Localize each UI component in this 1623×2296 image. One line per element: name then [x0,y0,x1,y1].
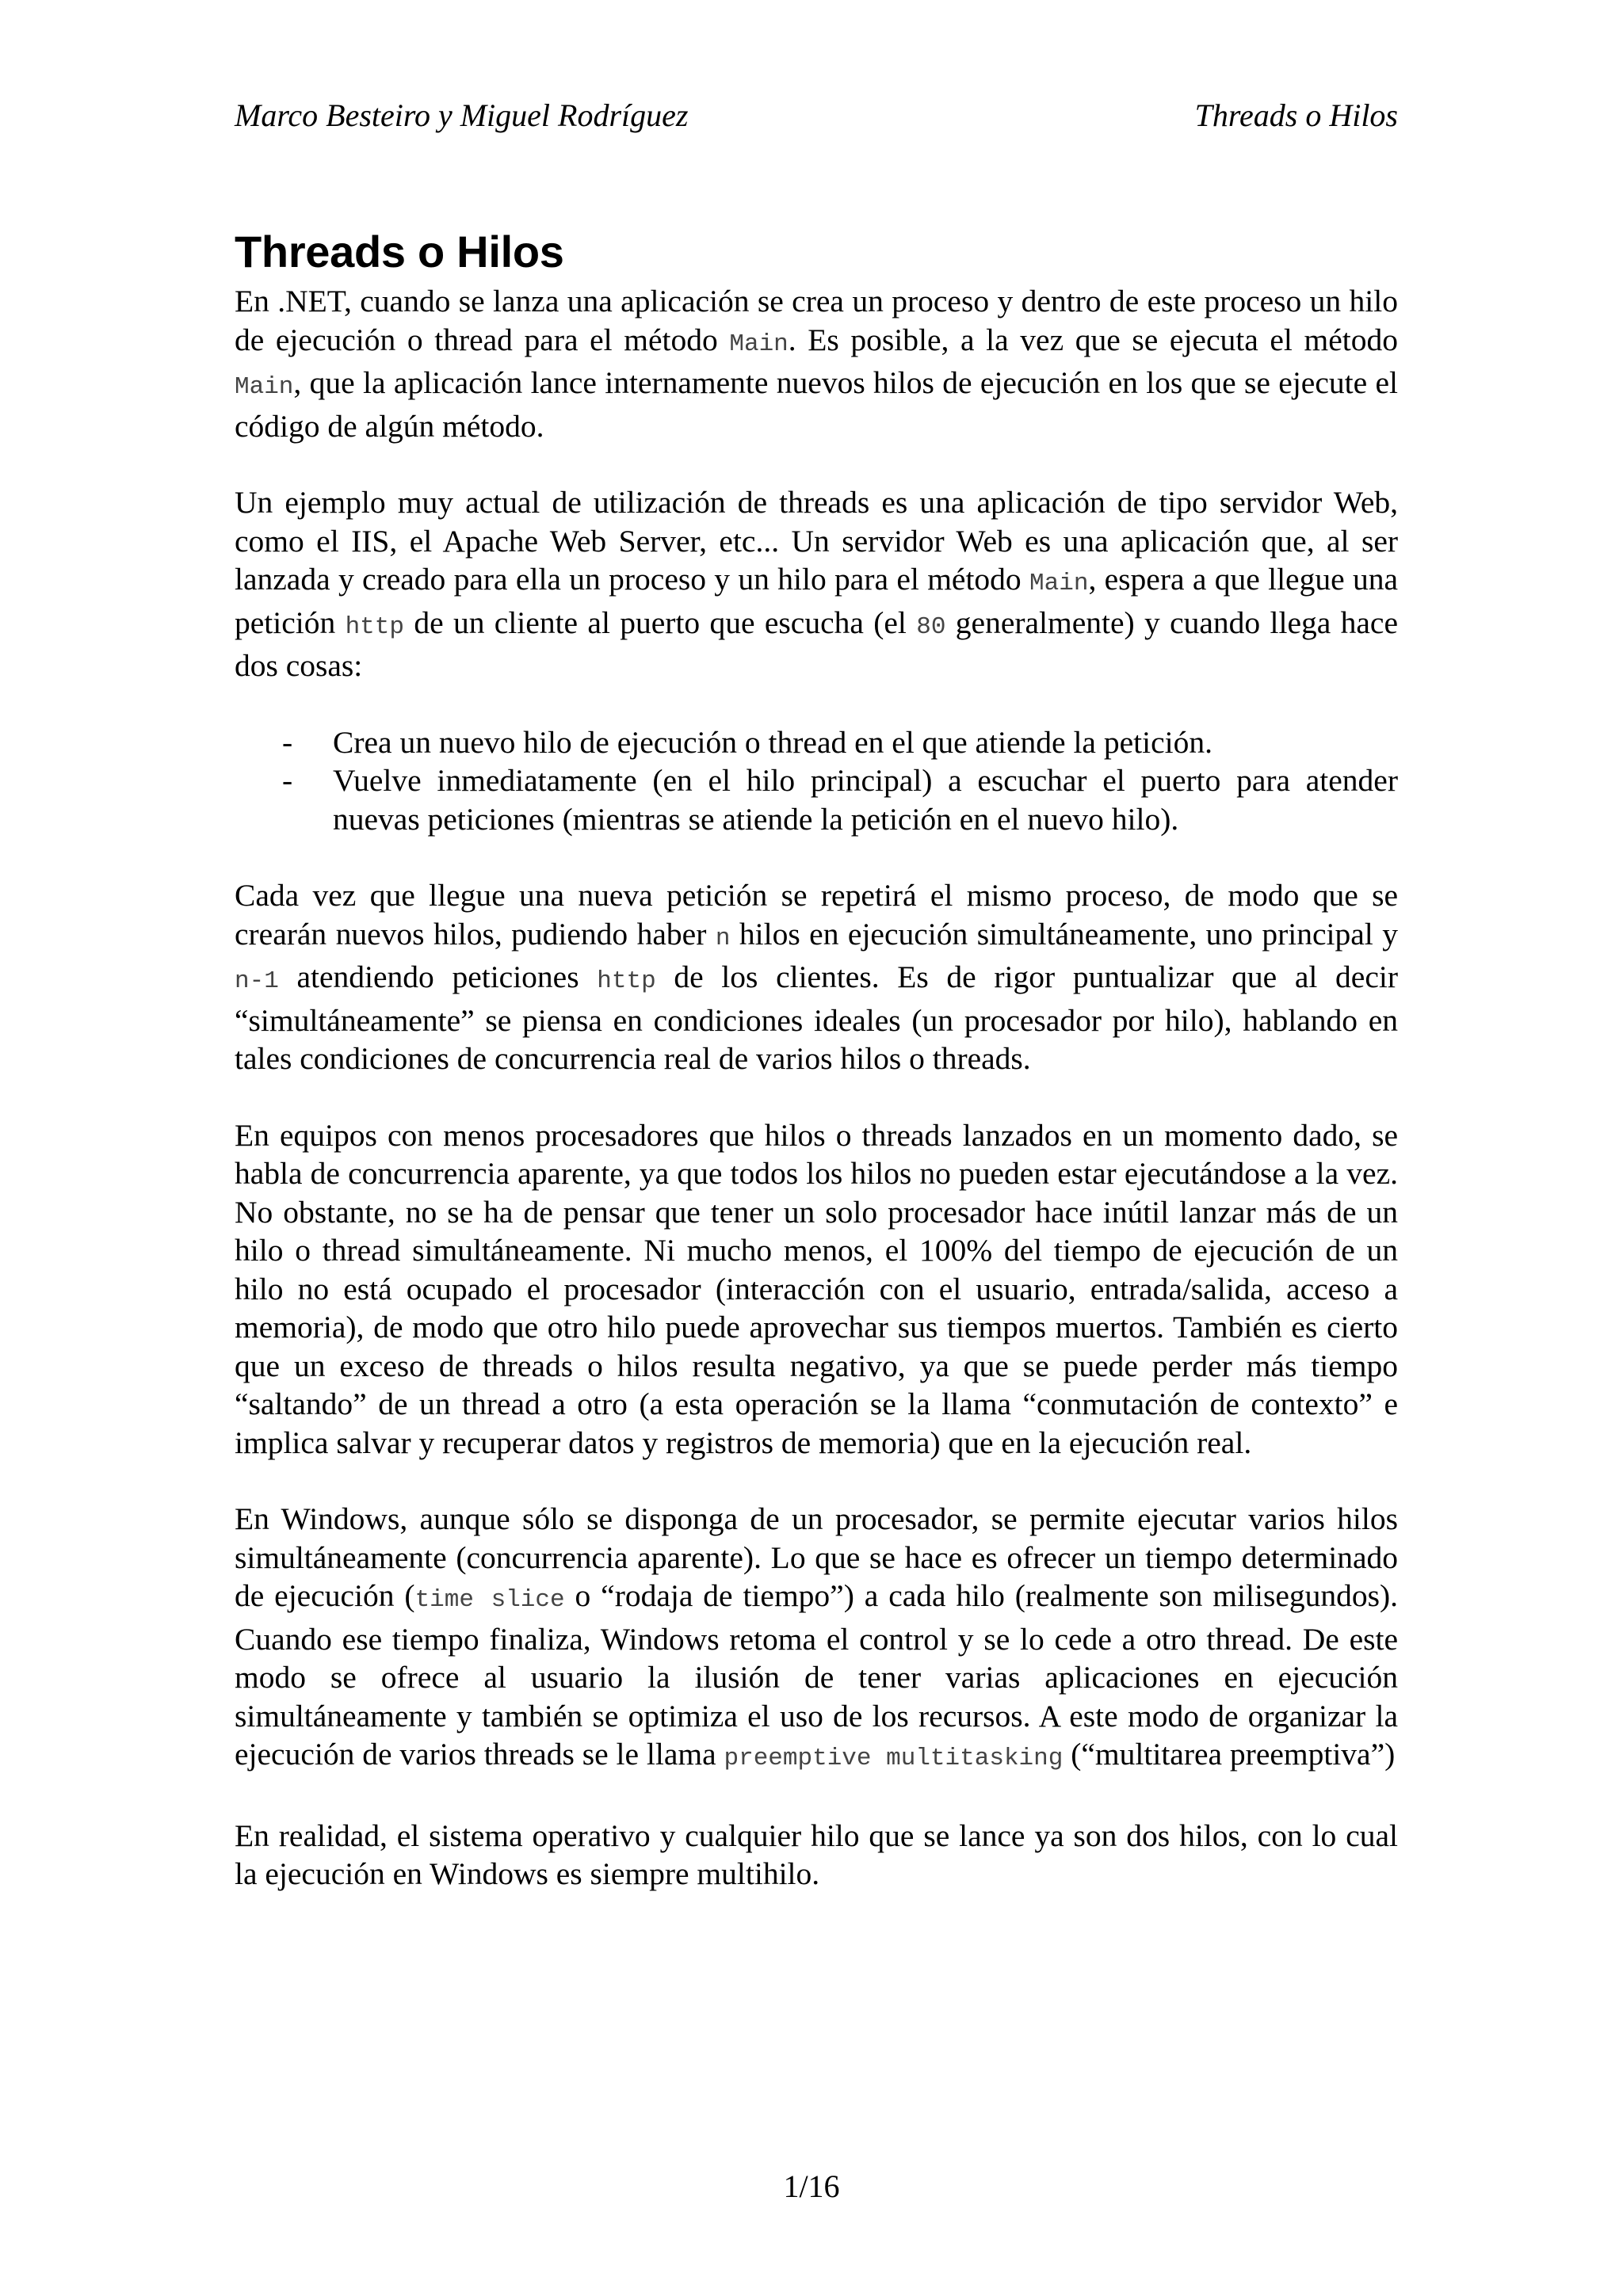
text-run: . Es posible, a la vez que se ejecuta el método [788,322,1398,357]
code-term: time slice [414,1586,565,1614]
page-header [235,97,1398,135]
paragraph-6: En realidad, el sistema operativo y cualquier hilo que se lance ya son dos hilos, con lo cual la ejecución en Windows es siempre multihilo. [235,1817,1398,1891]
list-item-text: Crea un nuevo hilo de ejecución o thread en el que atiende la petición. [333,724,1212,760]
paragraph-1 [235,282,1398,445]
paragraph-2 [235,483,1398,685]
code-term: Main [729,330,789,358]
text-run: Un ejemplo muy actual de utilización de threads es una aplicación de tipo servidor Web, como el IIS, el Apache Web Server, etc... Un servidor Web es una aplicación que, al ser lanzada y creado para ella un proceso y un hilo para el método [235,485,1398,597]
page-number: 1/16 [783,2168,840,2204]
document-body [235,223,1398,1932]
text-run: de un cliente al puerto que escucha (el [404,605,917,640]
paragraph-4: En equipos con menos procesadores que hilos o threads lanzados en un momento dado, se habla de concurrencia aparente, ya que todos los hilos no pueden estar ejecutándose a la vez. No obstante, no se ha de pensar que tener un solo procesador hace inútil lanzar más de un hilo o thread simultáneamente. Ni mucho menos, el 100% del tiempo de ejecución de un hilo no está ocupado el procesador (interacción con el usuario, entrada/salida, acceso a memoria), de modo que otro hilo puede aprovechar sus tiempos muertos. También es cierto que un exceso de threads o hilos resulta negativo, ya que se puede perder más tiempo “saltando” de un thread a otro (a esta operación se la llama “conmutación de contexto” e implica salvar y recuperar datos y registros de memoria) que en la ejecución real. [235,1117,1398,1460]
text-run: o “rodaja de tiempo”) a cada hilo (realmente son milisegundos). Cuando ese tiempo finaliza, Windows retoma el control y se lo cede a otro thread. De este modo se ofrece al usuario la ilusión de tener varias aplicaciones en ejecución simultáneamente y también se optimiza el uso de los recursos. A este modo de organizar la ejecución de varios threads se le llama [235,1578,1399,1772]
text-run: generalmente) y cuando llega hace dos cosas: [235,605,1398,683]
paragraph-3 [235,876,1398,1078]
header-authors: Marco Besteiro y Miguel Rodríguez [235,97,689,133]
text-run: (“multitarea preemptiva”) [1063,1737,1396,1772]
text-run: , que la aplicación lance internamente nuevos hilos de ejecución en los que se ejecute el código de algún método. [235,365,1398,444]
code-term: 80 [916,612,946,641]
text-run: atendiendo peticiones [278,959,598,994]
code-term: Main [1029,570,1089,597]
code-term: preemptive multitasking [724,1745,1064,1772]
text-run: Cada vez que llegue una nueva petición se repetirá el mismo proceso, de modo que se crearán nuevos hilos, pudiendo haber [235,878,1398,952]
list-item-text: Vuelve inmediatamente (en el hilo principal) a escuchar el puerto para atender nuevas peticiones (mientras se atiende la petición en el nuevo hilo). [333,763,1398,837]
text-run: hilos en ejecución simultáneamente, uno principal y [730,916,1398,952]
text-run: de los clientes. Es de rigor puntualizar que al decir “simultáneamente” se piensa en condiciones ideales (un procesador por hilo), hablando en tales condiciones de concurrencia real de varios hilos o threads. [235,959,1398,1076]
code-term: http [345,612,404,641]
text-run: En Windows, aunque sólo se disponga de un procesador, se permite ejecutar varios hilos simultáneamente (concurrencia aparente). Lo que se hace es ofrecer un tiempo determinado de ejecución ( [235,1501,1398,1613]
list-item [235,761,1398,838]
text-run: , espera a que llegue una petición [235,562,1398,640]
code-term: http [597,967,656,995]
code-term: n-1 [235,967,279,995]
dash-bullet: - [282,724,293,760]
code-term: Main [235,373,294,401]
code-term: n [715,924,731,952]
list-item [235,723,1398,762]
bullet-list [235,723,1398,839]
dash-bullet: - [282,763,293,798]
section-heading: Threads o Hilos [235,227,564,277]
paragraph-5 [235,1500,1398,1779]
text-run: En .NET, cuando se lanza una aplicación se crea un proceso y dentro de este proceso un hilo de ejecución o thread para el método [235,284,1398,357]
header-title: Threads o Hilos [1194,97,1398,133]
